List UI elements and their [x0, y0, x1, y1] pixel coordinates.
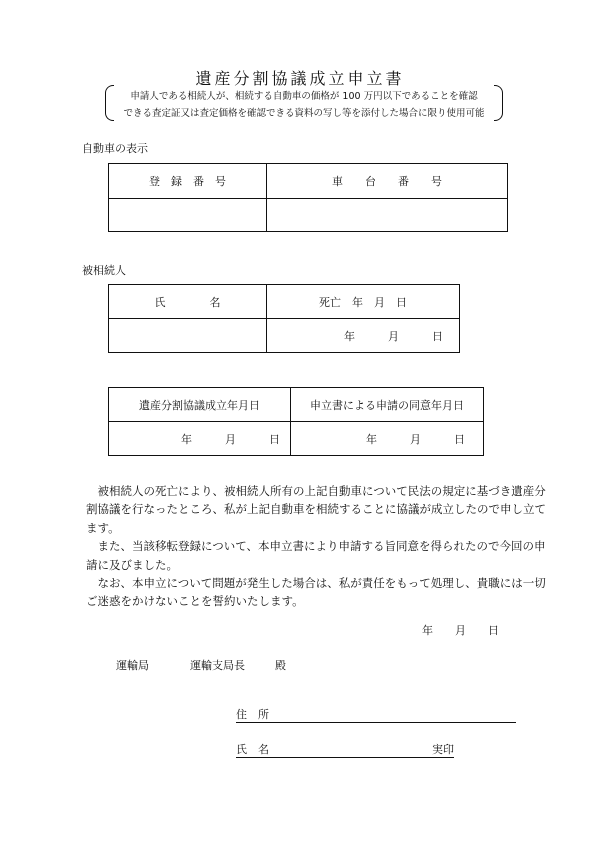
signer-name-label: 氏 名 [236, 743, 269, 756]
chassis-number-header: 車 台 番 号 [267, 164, 508, 199]
agreement-table [108, 387, 484, 456]
addressee-branch-chief[interactable]: 運輸支局長 [190, 659, 245, 672]
deceased-table [108, 284, 460, 353]
document-title: 遺産分割協議成立申立書 [195, 69, 405, 88]
consent-date-header: 申立書による申請の同意年月日 [291, 388, 484, 422]
statement-body [86, 482, 546, 611]
statement-paragraph-2: また、当該移転登録について、本申立書により申請する旨同意を得られたので今回の申請に及びました。 [86, 539, 546, 572]
deceased-name-field[interactable] [109, 319, 267, 353]
agreement-date-field[interactable]: 年 月 日 [109, 422, 291, 456]
addressee-honorific: 殿 [275, 659, 286, 672]
vehicle-heading: 自動車の表示 [82, 142, 148, 155]
signer-name-field[interactable] [236, 741, 454, 758]
usage-note [105, 85, 503, 121]
chassis-number-field[interactable] [267, 199, 508, 232]
deceased-name-header: 氏 名 [109, 285, 267, 319]
note-line-2: できる査定証又は査定価格を確認できる資料の写し等を添付した場合に限り使用可能 [123, 108, 485, 119]
statement-paragraph-1: 被相続人の死亡により、被相続人所有の上記自動車について民法の規定に基づき遺産分割協議を行なったところ、私が上記自動車を相続することに協議が成立したので申し立てます。 [86, 484, 546, 535]
vehicle-table [108, 163, 508, 232]
statement-paragraph-3: なお、本申立について問題が発生した場合は、私が責任をもって処理し、貴職には一切ご迷惑をかけないことを誓約いたします。 [86, 576, 546, 609]
registered-seal-label: 実印 [432, 743, 454, 756]
address-label: 住 所 [236, 708, 269, 721]
death-date-field[interactable]: 年 月 日 [267, 319, 460, 353]
registration-number-field[interactable] [109, 199, 267, 232]
filing-date[interactable]: 年 月 日 [422, 624, 499, 637]
note-line-1: 申請人である相続人が、相続する自動車の価格が 100 万円以下であることを確認 [130, 91, 478, 102]
note-bracket-right [494, 85, 503, 121]
addressee-bureau[interactable]: 運輸局 [116, 659, 149, 672]
deceased-heading: 被相続人 [82, 264, 126, 277]
consent-date-field[interactable]: 年 月 日 [291, 422, 484, 456]
registration-number-header: 登 録 番 号 [109, 164, 267, 199]
agreement-date-header: 遺産分割協議成立年月日 [109, 388, 291, 422]
death-date-header: 死亡 年 月 日 [267, 285, 460, 319]
address-field[interactable] [236, 706, 516, 723]
